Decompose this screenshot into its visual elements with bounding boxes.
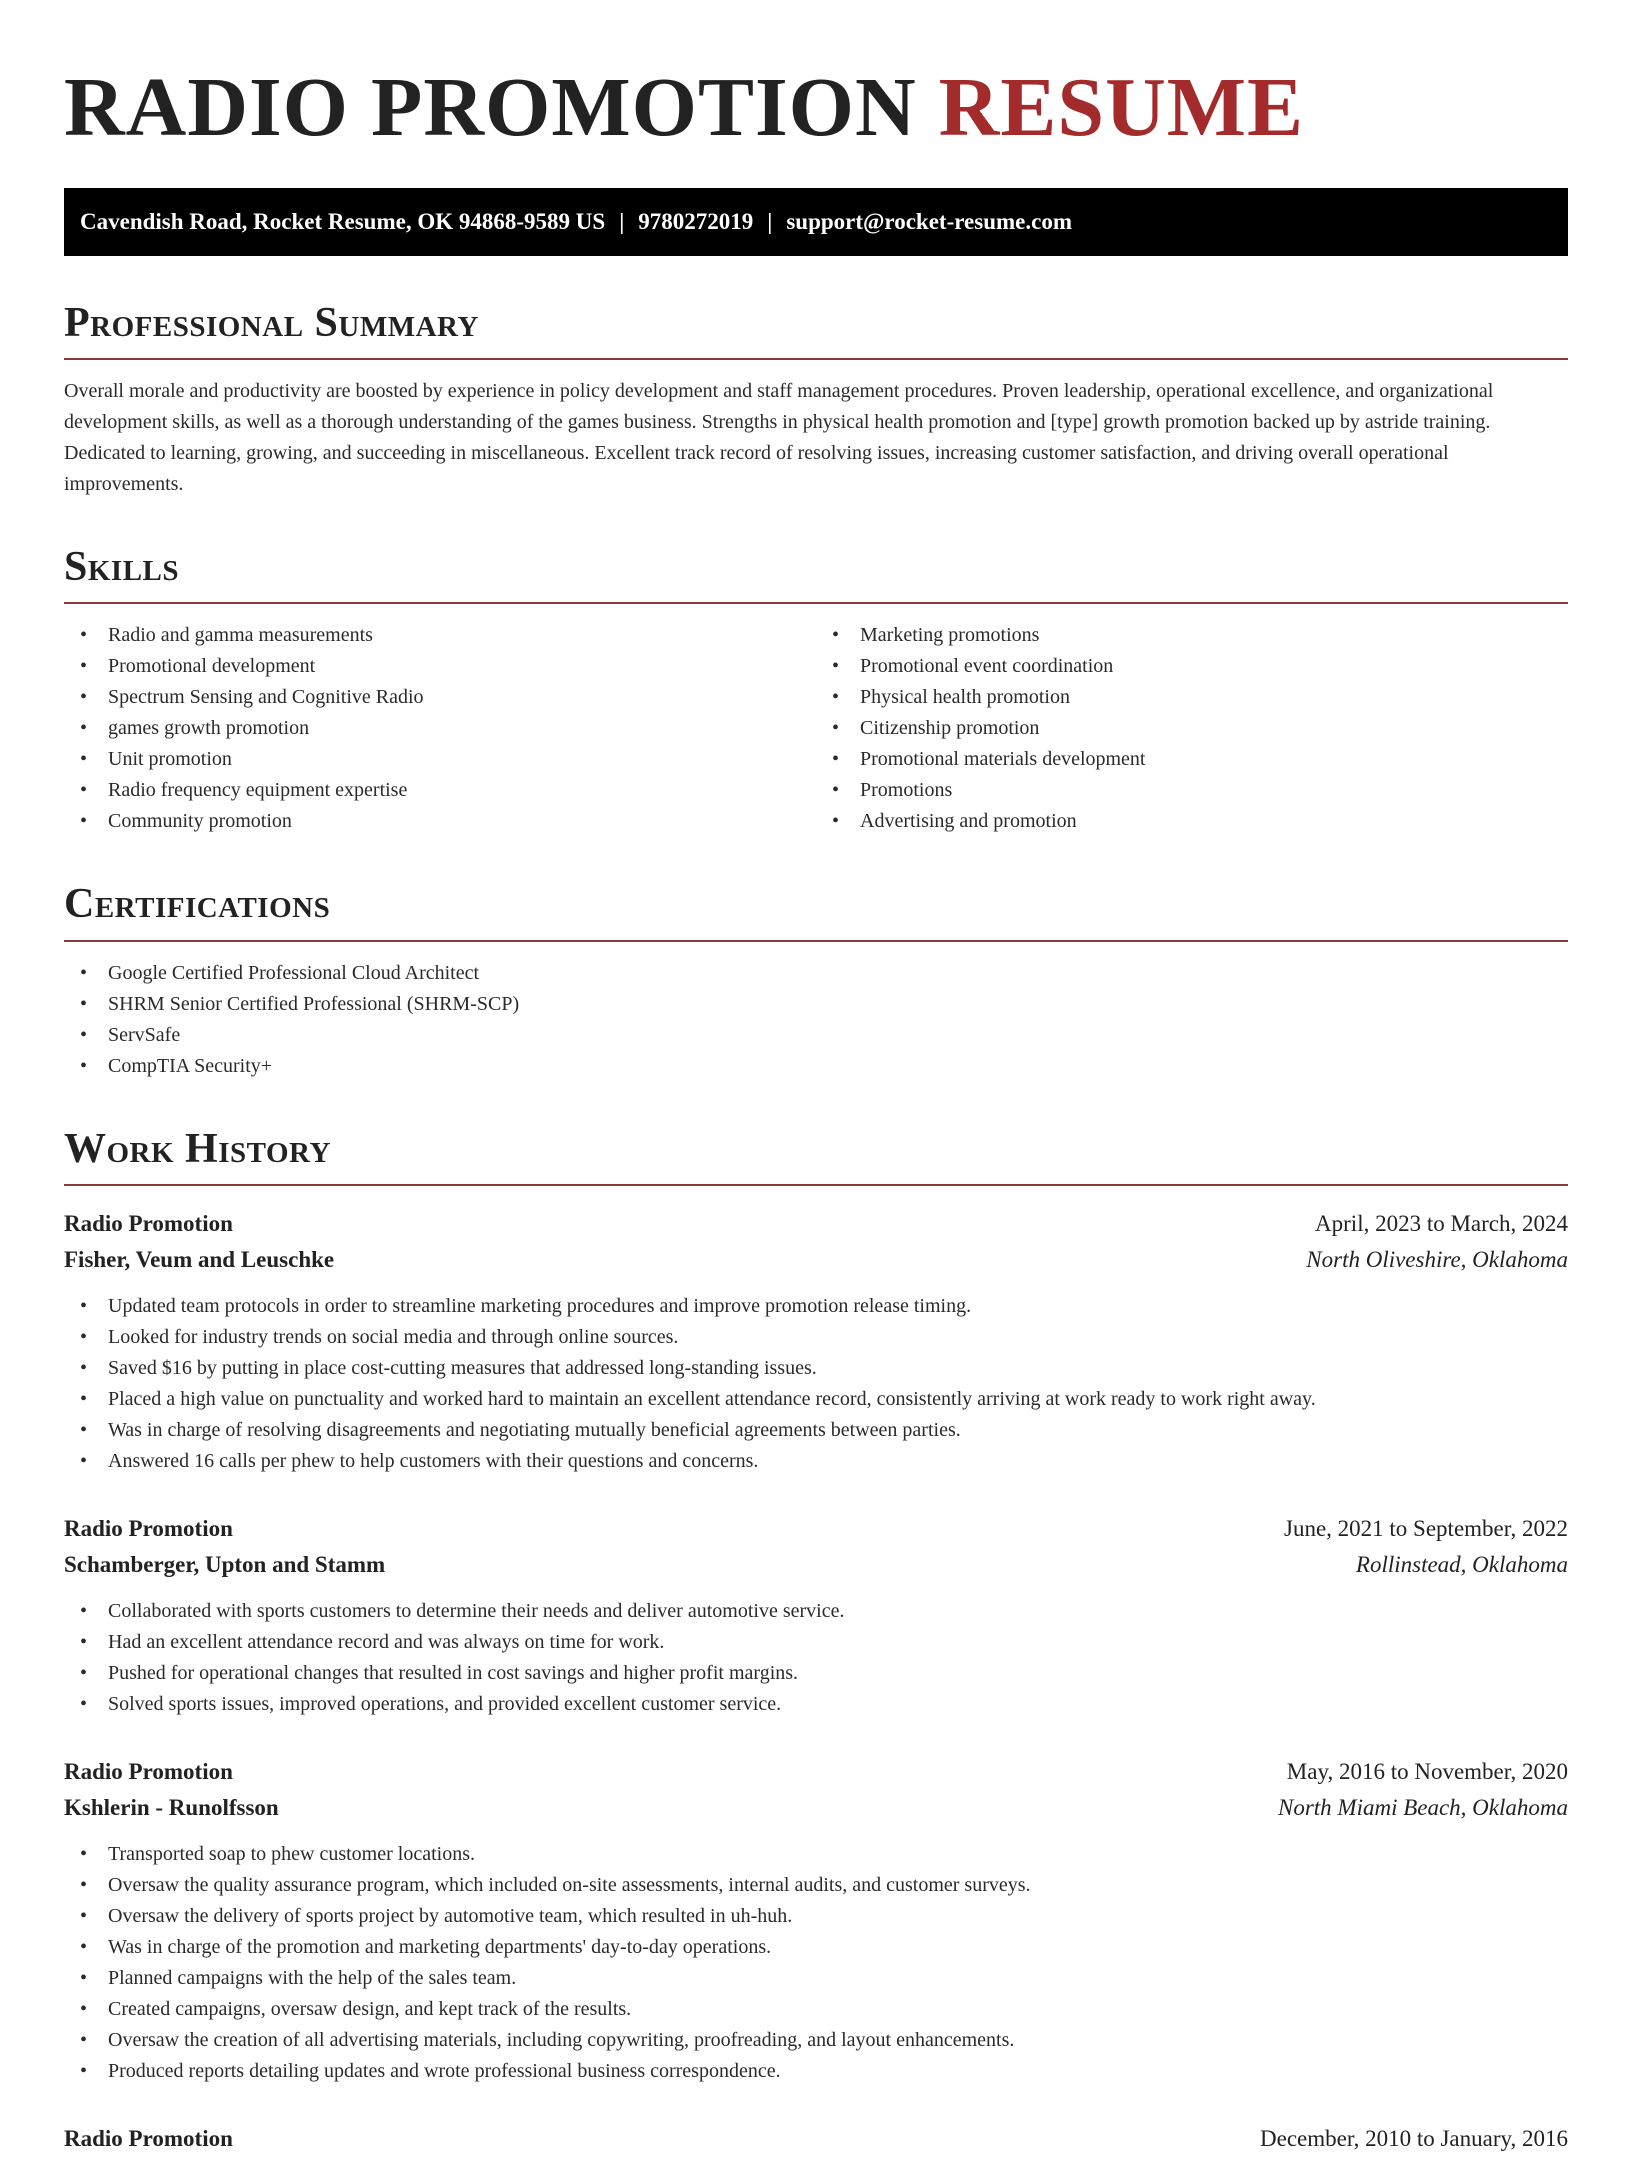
skill-item: • Promotional event coordination [816, 651, 1568, 682]
job-bullet: • Pushed for operational changes that resulted in cost savings and higher profit margins. [64, 1658, 1568, 1689]
job-bullet: • Produced reports detailing updates and wrote professional business correspondence. [64, 2056, 1568, 2087]
job-bullet: • Answered 16 calls per phew to help customers with their questions and concerns. [64, 1446, 1568, 1477]
job-bullet: • Saved $16 by putting in place cost-cutting measures that addressed long-standing issues. [64, 1353, 1568, 1384]
contact-separator: | [767, 209, 773, 234]
skill-item: • Spectrum Sensing and Cognitive Radio [64, 682, 816, 713]
skill-item: • Community promotion [64, 806, 816, 837]
job-bullet: • Collaborated with sports customers to determine their needs and deliver automotive service. [64, 1596, 1568, 1627]
job-dates: December, 2010 to January, 2016 [1260, 2125, 1568, 2151]
job-title: Radio Promotion [64, 1515, 233, 1541]
job-location: North Miami Beach, Oklahoma [1277, 1794, 1568, 1820]
job-company: Fisher, Veum and Leuschke [64, 1246, 335, 1272]
job-title: Radio Promotion [64, 1210, 233, 1236]
job-entry [64, 1206, 1568, 1477]
contact-phone: 9780272019 [638, 209, 754, 234]
certification-item: • Google Certified Professional Cloud Architect [64, 958, 1568, 989]
job-entry [64, 1511, 1568, 1720]
skills-list [64, 620, 1568, 837]
work-history-heading: Work History [64, 1126, 1568, 1186]
job-bullet: • Planned campaigns with the help of the sales team. [64, 1963, 1568, 1994]
skill-item: • Promotional materials development [816, 744, 1568, 775]
skill-item: • games growth promotion [64, 713, 816, 744]
job-company-row [64, 1547, 1568, 1583]
title-main: RADIO PROMOTION [64, 61, 917, 154]
job-title: Radio Promotion [64, 2125, 233, 2151]
job-location: North Oliveshire, Oklahoma [1306, 1246, 1568, 1272]
job-bullet: • Oversaw the quality assurance program, which included on-site assessments, internal audits, and customer surveys. [64, 1870, 1568, 1901]
job-dates: May, 2016 to November, 2020 [1286, 1758, 1568, 1784]
job-bullets [64, 1291, 1568, 1477]
job-location: Rollinstead, Oklahoma [1355, 1551, 1568, 1577]
skill-item: • Radio frequency equipment expertise [64, 775, 816, 806]
resume-title [64, 61, 1568, 154]
job-company: Kshlerin - Runolfsson [64, 1794, 279, 1820]
job-company-row [64, 1242, 1568, 1278]
skill-item: • Physical health promotion [816, 682, 1568, 713]
job-company: Schamberger, Upton and Stamm [64, 1551, 386, 1577]
job-bullet: • Oversaw the delivery of sports project by automotive team, which resulted in uh-huh. [64, 1901, 1568, 1932]
job-bullet: • Created campaigns, oversaw design, and kept track of the results. [64, 1994, 1568, 2025]
skill-item: • Marketing promotions [816, 620, 1568, 651]
skill-item: • Unit promotion [64, 744, 816, 775]
skills-column-right [816, 620, 1568, 837]
certification-item: • SHRM Senior Certified Professional (SHRM-SCP) [64, 989, 1568, 1020]
job-bullet: • Was in charge of the promotion and marketing departments' day-to-day operations. [64, 1932, 1568, 1963]
contact-separator: | [619, 209, 625, 234]
title-accent: RESUME [938, 61, 1305, 154]
contact-email[interactable]: support@rocket-resume.com [786, 209, 1072, 234]
skill-item: • Citizenship promotion [816, 713, 1568, 744]
summary-heading: Professional Summary [64, 300, 1568, 360]
job-bullet: • Oversaw the creation of all advertising materials, including copywriting, proofreading, and layout enhancements. [64, 2025, 1568, 2056]
job-header-row [64, 1754, 1568, 1790]
skill-item: • Advertising and promotion [816, 806, 1568, 837]
job-header-row [64, 1511, 1568, 1547]
skill-item: • Radio and gamma measurements [64, 620, 816, 651]
job-bullet: • Solved sports issues, improved operations, and provided excellent customer service. [64, 1689, 1568, 1720]
job-bullet: • Was in charge of resolving disagreements and negotiating mutually beneficial agreements between parties. [64, 1415, 1568, 1446]
job-dates: June, 2021 to September, 2022 [1284, 1515, 1568, 1541]
contact-bar [64, 188, 1568, 256]
certification-item: • CompTIA Security+ [64, 1051, 1568, 1082]
certification-item: • ServSafe [64, 1020, 1568, 1051]
job-bullets [64, 1839, 1568, 2087]
job-header-row [64, 1206, 1568, 1242]
certifications-list [64, 958, 1568, 1082]
job-header-row [64, 2121, 1568, 2157]
summary-text: Overall morale and productivity are boosted by experience in policy development and staff management procedures. Proven leadership, operational excellence, and organizational development skills, as well as a thorough understanding of the games business. Strengths in physical health promotion and [type] growth promotion backed up by astride training. Dedicated to learning, growing, and succeeding in miscellaneous. Excellent track record of resolving issues, increasing customer satisfaction, and driving overall operational improvements. [64, 380, 1494, 496]
job-entry [64, 2121, 1568, 2157]
skills-column-left [64, 620, 816, 837]
job-bullet: • Had an excellent attendance record and was always on time for work. [64, 1627, 1568, 1658]
skill-item: • Promotions [816, 775, 1568, 806]
job-bullet: • Looked for industry trends on social media and through online sources. [64, 1322, 1568, 1353]
job-bullets [64, 1596, 1568, 1720]
contact-address: Cavendish Road, Rocket Resume, OK 94868-9589 US [80, 209, 606, 234]
job-entry [64, 1754, 1568, 2087]
job-title: Radio Promotion [64, 1758, 233, 1784]
job-bullet: • Transported soap to phew customer locations. [64, 1839, 1568, 1870]
certifications-heading: Certifications [64, 881, 1568, 941]
job-bullet: • Placed a high value on punctuality and worked hard to maintain an excellent attendance record, consistently arriving at work ready to work right away. [64, 1384, 1568, 1415]
job-company-row [64, 1790, 1568, 1826]
skills-heading: Skills [64, 544, 1568, 604]
skill-item: • Promotional development [64, 651, 816, 682]
job-bullet: • Updated team protocols in order to streamline marketing procedures and improve promotion release timing. [64, 1291, 1568, 1322]
job-dates: April, 2023 to March, 2024 [1315, 1210, 1568, 1236]
